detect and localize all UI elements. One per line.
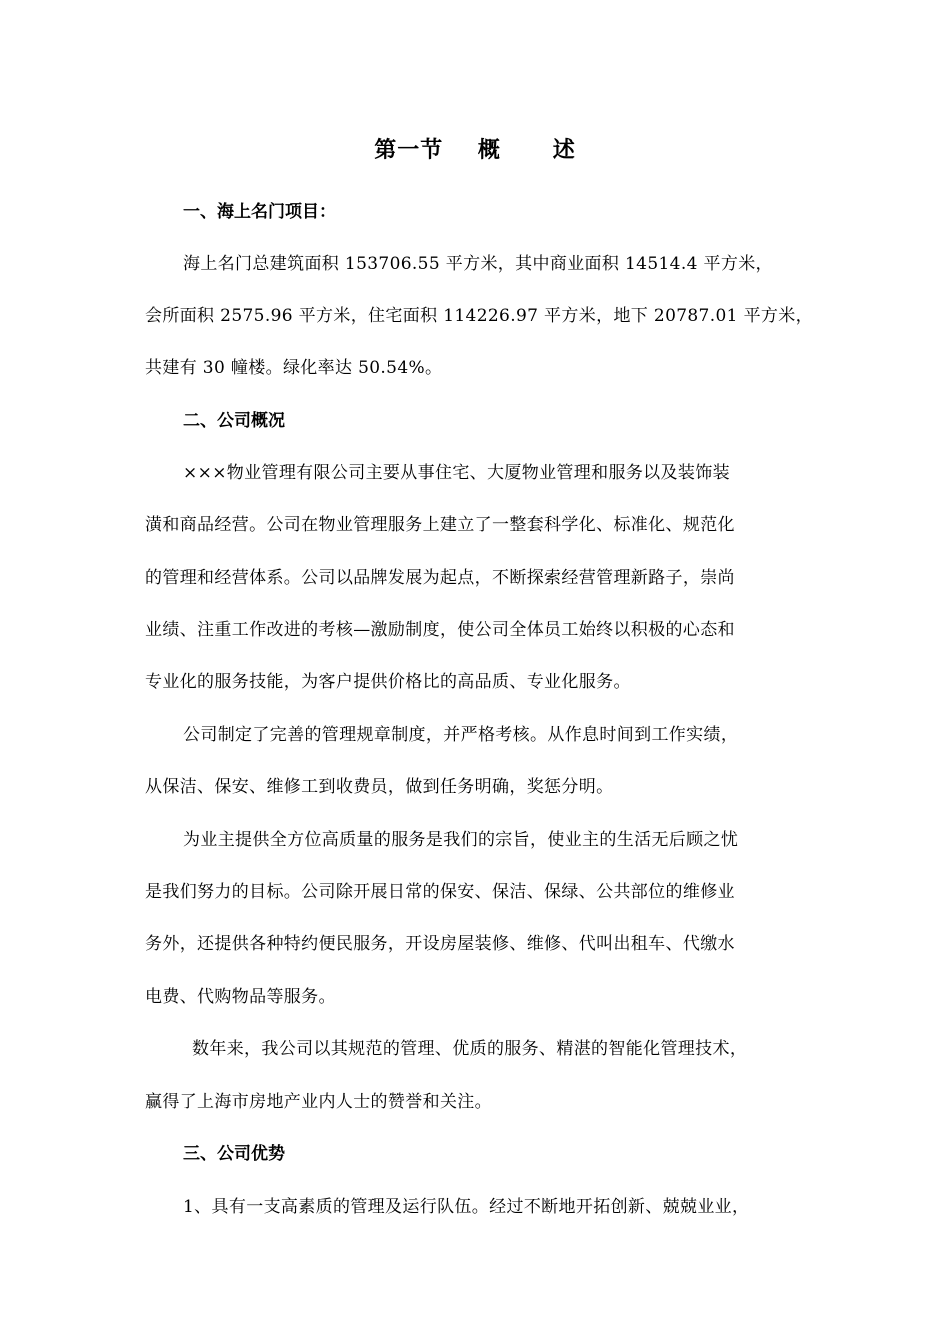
paragraph-line: 是我们努力的目标。公司除开展日常的保安、保洁、保绿、公共部位的维修业 xyxy=(145,882,735,902)
paragraph-line: 数年来，我公司以其规范的管理、优质的服务、精湛的智能化管理技术， xyxy=(192,1039,748,1059)
page-title: 第一节 概 述 xyxy=(374,138,576,163)
section-heading: 三、公司优势 xyxy=(183,1144,285,1164)
paragraph-line: 海上名门总建筑面积 153706.55 平方米，其中商业面积 14514.4 平方米， xyxy=(183,254,773,274)
paragraph-line: 的管理和经营体系。公司以品牌发展为起点，不断探索经营管理新路子，崇尚 xyxy=(145,568,735,588)
paragraph-line: 专业化的服务技能，为客户提供价格比的高品质、专业化服务。 xyxy=(145,672,631,692)
paragraph-line: 从保洁、保安、维修工到收费员，做到任务明确，奖惩分明。 xyxy=(145,777,614,797)
paragraph-line: 公司制定了完善的管理规章制度，并严格考核。从作息时间到工作实绩， xyxy=(183,725,739,745)
paragraph-line: ×××物业管理有限公司主要从事住宅、大厦物业管理和服务以及装饰装 xyxy=(183,463,730,483)
paragraph-line: 为业主提供全方位高质量的服务是我们的宗旨，使业主的生活无后顾之忧 xyxy=(183,830,739,850)
section-heading: 一、海上名门项目： xyxy=(183,202,336,222)
paragraph-line: 电费、代购物品等服务。 xyxy=(145,987,336,1007)
paragraph-line: 1、具有一支高素质的管理及运行队伍。经过不断地开拓创新、兢兢业业， xyxy=(183,1197,750,1217)
paragraph-line: 赢得了上海市房地产业内人士的赞誉和关注。 xyxy=(145,1092,492,1112)
section-heading: 二、公司概况 xyxy=(183,411,285,431)
paragraph-line: 会所面积 2575.96 平方米，住宅面积 114226.97 平方米，地下 20787.01 平方米， xyxy=(145,306,813,326)
paragraph-line: 务外，还提供各种特约便民服务，开设房屋装修、维修、代叫出租车、代缴水 xyxy=(145,934,735,954)
paragraph-line: 共建有 30 幢楼。绿化率达 50.54%。 xyxy=(145,358,443,378)
paragraph-line: 潢和商品经营。公司在物业管理服务上建立了一整套科学化、标准化、规范化 xyxy=(145,515,735,535)
paragraph-line: 业绩、注重工作改进的考核—激励制度，使公司全体员工始终以积极的心态和 xyxy=(145,620,735,640)
